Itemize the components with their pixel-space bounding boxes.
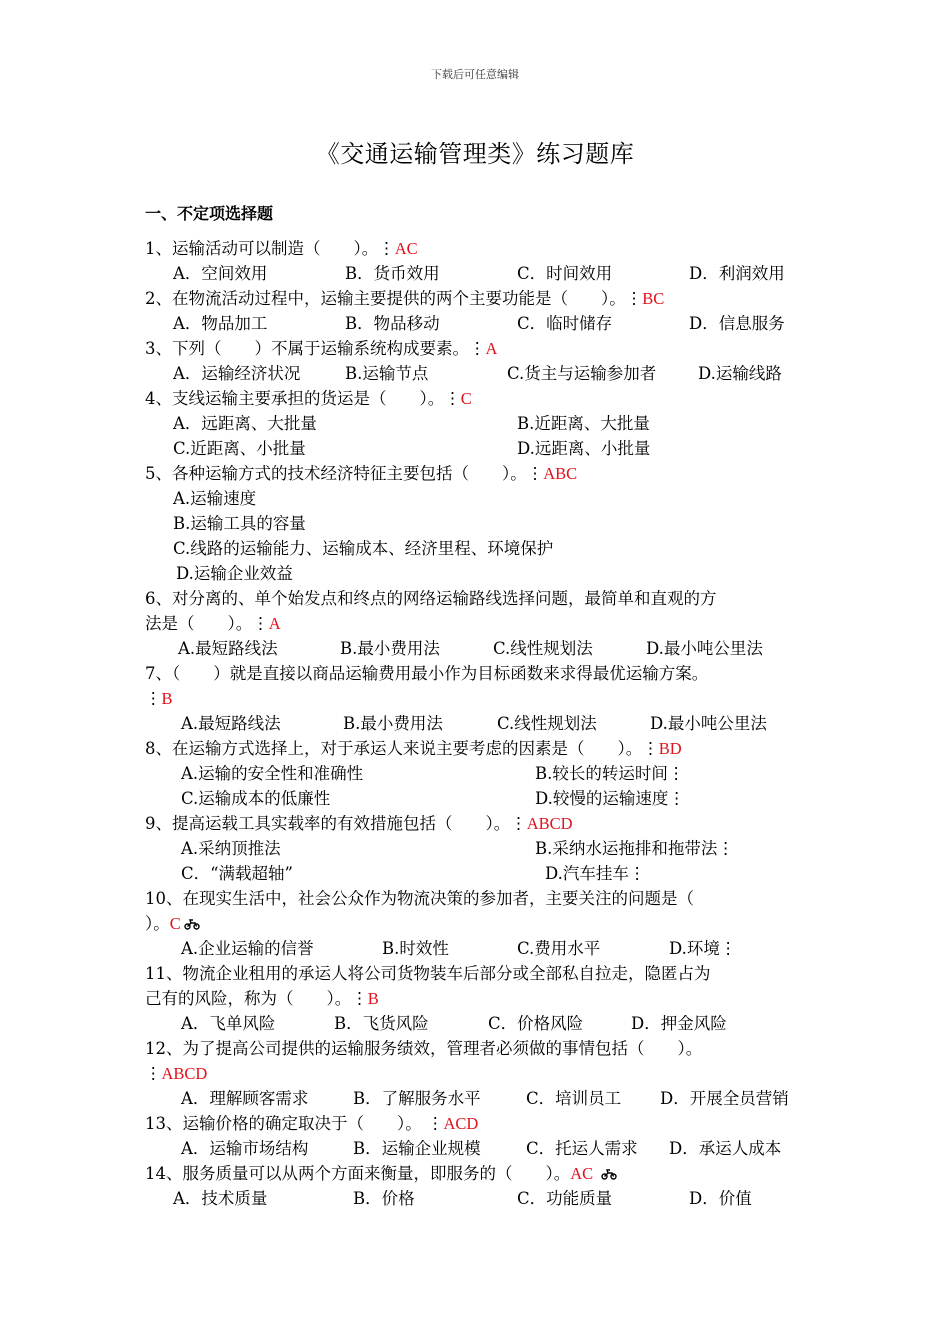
page-title: 《交通运输管理类》练习题库 (315, 140, 635, 168)
question-text: 3、下列（ ）不属于运输系统构成要素。⋮ (145, 339, 486, 358)
option-d: D．价值 (689, 1189, 752, 1208)
option-a: A.企业运输的信誉 (181, 939, 314, 958)
option-b: B．了解服务水平 (353, 1089, 481, 1108)
option-b: B．飞货风险 (334, 1014, 429, 1033)
option-a: A．技术质量 (173, 1189, 268, 1208)
question-text-cont: ）。 (145, 914, 170, 933)
question-text-cont: ⋮ (145, 689, 162, 708)
answer-key: C (460, 389, 472, 408)
question-14 (145, 1161, 815, 1211)
question-2 (145, 286, 815, 336)
question-10 (145, 886, 815, 961)
option-a: A.运输的安全性和准确性 (181, 764, 364, 783)
option-c: C．价格风险 (488, 1014, 584, 1033)
option-d: D.运输线路 (698, 364, 782, 383)
question-text: 8、在运输方式选择上，对于承运人来说主要考虑的因素是（ ）。⋮ (145, 739, 659, 758)
option-d: D.远距离、小批量 (517, 439, 651, 458)
question-3 (145, 336, 815, 386)
option-b: B．货币效用 (345, 264, 440, 283)
option-b: B．价格 (353, 1189, 415, 1208)
question-12 (145, 1036, 815, 1111)
question-1 (145, 236, 815, 286)
option-b: B.运输节点 (345, 364, 429, 383)
question-text: 1、运输活动可以制造（ ）。⋮ (145, 239, 395, 258)
option-c: C.近距离、小批量 (173, 439, 306, 458)
option-a: A.运输速度 (173, 489, 257, 508)
question-6 (145, 586, 815, 661)
scooter-icon (601, 1168, 617, 1180)
option-c: C．时间效用 (517, 264, 613, 283)
option-b: B.时效性 (382, 939, 449, 958)
option-d: D.最小吨公里法 (650, 714, 767, 733)
option-c: C.运输成本的低廉性 (181, 789, 331, 808)
question-text-cont: 己有的风险，称为（ ）。⋮ (145, 989, 368, 1008)
option-a: A．运输经济状况 (173, 364, 301, 383)
option-d: D．信息服务 (689, 314, 785, 333)
header-note: 下载后可任意编辑 (431, 68, 519, 81)
option-b: B．运输企业规模 (353, 1139, 481, 1158)
option-d: D．开展全员营销 (660, 1089, 789, 1108)
option-a: A．物品加工 (173, 314, 268, 333)
option-a: A．飞单风险 (181, 1014, 276, 1033)
option-c: C．“满载超轴” (181, 864, 293, 883)
option-a: A．空间效用 (173, 264, 268, 283)
question-text: 13、运输价格的确定取决于（ ）。 ⋮ (145, 1114, 444, 1133)
option-b: B.最小费用法 (343, 714, 443, 733)
option-b: B.最小费用法 (340, 639, 440, 658)
answer-key: A (485, 339, 498, 358)
option-d: D．承运人成本 (669, 1139, 782, 1158)
option-a: A．运输市场结构 (181, 1139, 309, 1158)
answer-key: C (169, 914, 181, 933)
answer-key: B (161, 689, 173, 708)
answer-key: B (367, 989, 379, 1008)
option-c: C．托运人需求 (526, 1139, 638, 1158)
option-b: B.较长的转运时间⋮ (535, 764, 685, 783)
question-text: 2、在物流活动过程中，运输主要提供的两个主要功能是（ ）。⋮ (145, 289, 643, 308)
option-c: C.费用水平 (517, 939, 601, 958)
question-text-cont: ⋮ (145, 1064, 162, 1083)
question-11 (145, 961, 815, 1036)
question-text: 7、（ ）就是直接以商品运输费用最小作为目标函数来求得最优运输方案。 (145, 664, 709, 683)
answer-key: AC (570, 1164, 594, 1183)
answer-key: ABCD (161, 1064, 208, 1083)
option-a: A.最短路线法 (181, 714, 281, 733)
option-c: C.线性规划法 (493, 639, 593, 658)
question-text: 9、提高运载工具实载率的有效措施包括（ ）。⋮ (145, 814, 527, 833)
option-c: C．培训员工 (526, 1089, 622, 1108)
question-text: 14、服务质量可以从两个方面来衡量，即服务的（ ）。 (145, 1164, 571, 1183)
question-text: 12、为了提高公司提供的运输服务绩效，管理者必须做的事情包括（ ）。 (145, 1039, 703, 1058)
option-a: A．理解顾客需求 (181, 1089, 309, 1108)
question-5 (145, 461, 815, 586)
answer-key: BD (658, 739, 682, 758)
question-list (145, 236, 815, 1211)
option-c: C．临时储存 (517, 314, 613, 333)
section-heading: 一、不定项选择题 (145, 204, 274, 223)
option-b: B.运输工具的容量 (173, 514, 306, 533)
answer-key: BC (642, 289, 665, 308)
answer-key: ABC (543, 464, 578, 483)
option-d: D.环境⋮ (669, 939, 737, 958)
option-b: B．物品移动 (345, 314, 440, 333)
option-b: B.采纳水运拖排和拖带法⋮ (535, 839, 734, 858)
question-8 (145, 736, 815, 811)
option-d: D.运输企业效益 (176, 564, 293, 583)
option-a: A.采纳顶推法 (181, 839, 281, 858)
question-13 (145, 1111, 815, 1161)
question-text: 11、物流企业租用的承运人将公司货物装车后部分或全部私自拉走，隐匿占为 (145, 964, 711, 983)
scooter-icon (184, 918, 200, 930)
option-c: C.货主与运输参加者 (507, 364, 657, 383)
question-text: 4、支线运输主要承担的货运是（ ）。⋮ (145, 389, 461, 408)
question-4 (145, 386, 815, 461)
answer-key: ACD (443, 1114, 479, 1133)
option-d: D.汽车挂车⋮ (545, 864, 646, 883)
option-d: D．押金风险 (631, 1014, 727, 1033)
option-c: C.线路的运输能力、运输成本、经济里程、环境保护 (173, 539, 554, 558)
question-text-cont: 法是（ ）。⋮ (145, 614, 269, 633)
question-text: 5、各种运输方式的技术经济特征主要包括（ ）。⋮ (145, 464, 544, 483)
question-text: 10、在现实生活中，社会公众作为物流决策的参加者，主要关注的问题是（ (145, 889, 694, 908)
answer-key: ABCD (526, 814, 573, 833)
option-c: C．功能质量 (517, 1189, 613, 1208)
option-d: D.较慢的运输速度⋮ (535, 789, 685, 808)
option-b: B.近距离、大批量 (517, 414, 650, 433)
question-9 (145, 811, 815, 886)
answer-key: AC (394, 239, 418, 258)
question-7 (145, 661, 815, 736)
option-a: A.最短路线法 (178, 639, 278, 658)
option-d: D．利润效用 (689, 264, 785, 283)
option-a: A．远距离、大批量 (173, 414, 317, 433)
question-text: 6、对分离的、单个始发点和终点的网络运输路线选择问题，最简单和直观的方 (145, 589, 717, 608)
answer-key: A (268, 614, 281, 633)
option-d: D.最小吨公里法 (646, 639, 763, 658)
option-c: C.线性规划法 (497, 714, 597, 733)
